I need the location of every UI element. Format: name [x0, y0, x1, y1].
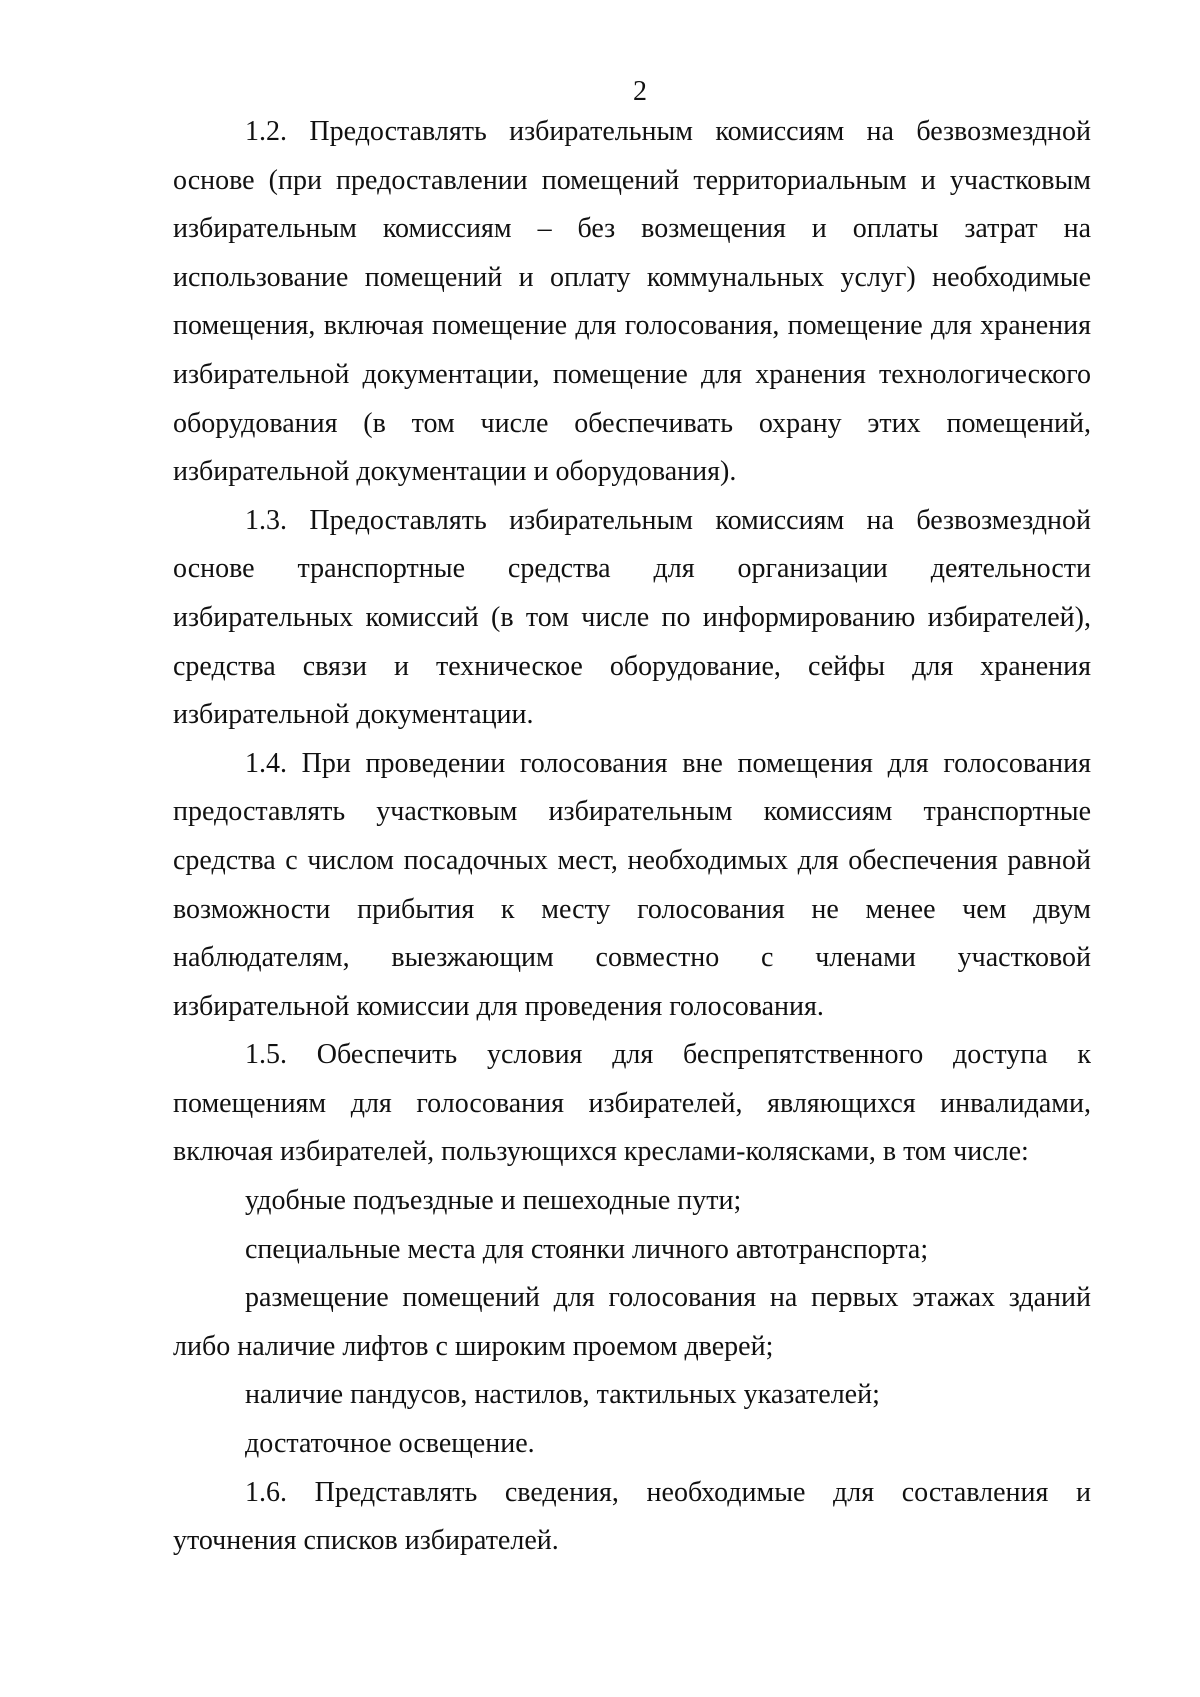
list-item: удобные подъездные и пешеходные пути;: [245, 1185, 742, 1217]
document-body: [173, 108, 1091, 1566]
paragraph-1-2: 1.2. Предоставлять избирательным комиссиям на безвозмездной основе (при предоставлении помещений территориальным и участковым избирательным комиссиям – без возмещения и оплаты затрат на использование помещений и оплату коммунальных услуг) необходимые помещения, включая помещение для голосования, помещение для хранения избирательной документации, помещение для хранения технологического оборудования (в том числе обеспечивать охрану этих помещений, избирательной документации и оборудования).: [173, 116, 1091, 488]
list-item: наличие пандусов, настилов, тактильных указателей;: [245, 1379, 880, 1411]
paragraph-1-4: 1.4. При проведении голосования вне помещения для голосования предоставлять участковым избирательным комиссиям транспортные средства с числом посадочных мест, необходимых для обеспечения равной возможности прибытия к месту голосования не менее чем двум наблюдателям, выезжающим совместно с членами участковой избирательной комиссии для проведения голосования.: [173, 747, 1091, 1022]
paragraph-1-5: 1.5. Обеспечить условия для беспрепятственного доступа к помещениям для голосования избирателей, являющихся инвалидами, включая избирателей, пользующихся креслами-колясками, в том числе:: [173, 1039, 1091, 1168]
list-item: специальные места для стоянки личного автотранспорта;: [245, 1233, 929, 1265]
list-item: размещение помещений для голосования на первых этажах зданий либо наличие лифтов с широким проемом дверей;: [173, 1282, 1091, 1362]
page-number: 2: [633, 76, 647, 107]
paragraph-1-3: 1.3. Предоставлять избирательным комиссиям на безвозмездной основе транспортные средства для организации деятельности избирательных комиссий (в том числе по информированию избирателей), средства связи и техническое оборудование, сейфы для хранения избирательной документации.: [173, 504, 1091, 731]
list-item: достаточное освещение.: [245, 1428, 535, 1460]
paragraph-1-6: 1.6. Представлять сведения, необходимые для составления и уточнения списков избирателей.: [173, 1476, 1091, 1557]
